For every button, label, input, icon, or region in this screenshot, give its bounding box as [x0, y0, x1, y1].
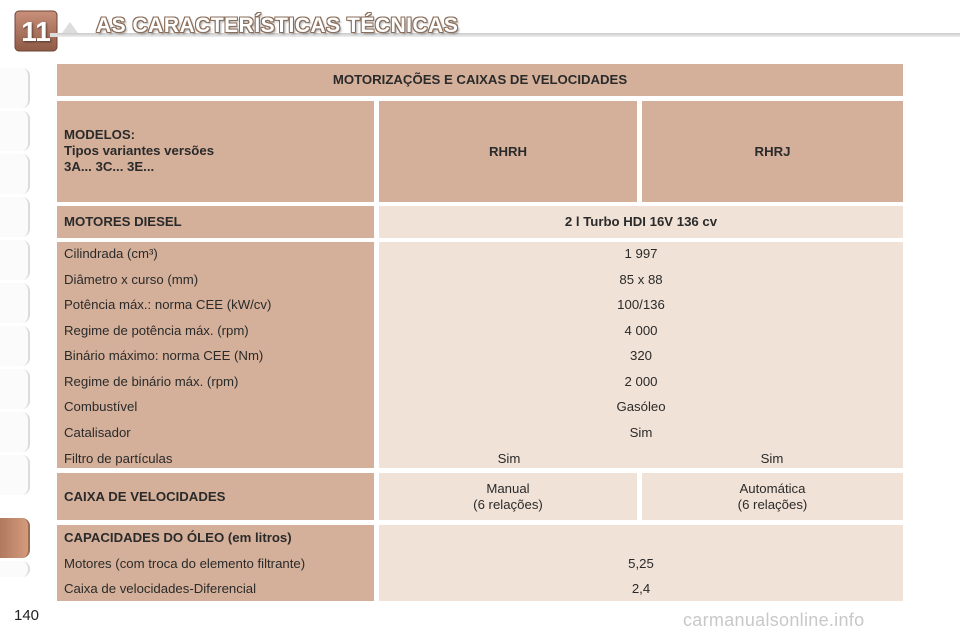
oil-row-value: 5,25 [628, 556, 654, 571]
spec-label: Diâmetro x curso (mm) [64, 272, 199, 287]
models-label: MODELOS: [64, 127, 136, 142]
particle-filter-label: Filtro de partículas [64, 451, 173, 466]
spec-value: 85 x 88 [619, 272, 663, 287]
gearbox-rhrh-type: Manual [486, 480, 530, 496]
spec-label: Binário máximo: norma CEE (Nm) [64, 348, 264, 363]
chapter-tab[interactable] [0, 197, 30, 237]
diesel-engines-label: MOTORES DIESEL [57, 206, 374, 238]
chapter-tab[interactable] [0, 111, 30, 151]
spec-label: Regime de potência máx. (rpm) [64, 323, 249, 338]
spec-label: Combustível [64, 399, 138, 414]
table-heading: MOTORIZAÇÕES E CAIXAS DE VELOCIDADES [57, 64, 903, 96]
chapter-tab[interactable] [0, 412, 30, 452]
chapter-tab[interactable] [0, 240, 30, 280]
chapter-tab[interactable] [0, 561, 30, 577]
chapter-tab[interactable] [0, 283, 30, 323]
spec-value: Gasóleo [616, 399, 666, 414]
oil-row-value: 2,4 [631, 581, 651, 596]
gearbox-rhrh-cell [379, 473, 637, 520]
spec-value: 100/136 [617, 297, 665, 312]
spec-value: 4 000 [624, 323, 658, 338]
spec-value: 320 [629, 348, 653, 363]
chapter-tab-strip [0, 60, 34, 580]
gearbox-rhrj-type: Automática [739, 480, 806, 496]
page-number: 140 [14, 607, 40, 624]
chapter-tab[interactable] [0, 369, 30, 409]
gearbox-rhrh-ratios: (6 relações) [473, 496, 543, 512]
oil-row-label: Motores (com troca do elemento filtrante) [64, 556, 306, 571]
page-title: AS CARACTERÍSTICAS TÉCNICAS [96, 14, 459, 37]
model-rhrj: RHRJ [642, 101, 903, 202]
oil-row-label: Caixa de velocidades-Diferencial [64, 581, 257, 596]
gearbox-label: CAIXA DE VELOCIDADES [57, 473, 374, 520]
chapter-tab[interactable] [0, 68, 30, 108]
particle-filter-rhrj: Sim [760, 451, 784, 466]
diesel-engine-value: 2 l Turbo HDI 16V 136 cv [379, 206, 903, 238]
chapter-tab[interactable] [0, 326, 30, 366]
model-rhrh: RHRH [379, 101, 637, 202]
models-label-cell [57, 101, 374, 202]
watermark: carmanualsonline.info [683, 610, 865, 630]
models-variants-label: Tipos variantes versões [64, 142, 215, 158]
chapter-tab[interactable] [0, 154, 30, 194]
spec-label: Potência máx.: norma CEE (kW/cv) [64, 297, 272, 312]
spec-label: Cilindrada (cm³) [64, 246, 158, 261]
spec-label: Regime de binário máx. (rpm) [64, 374, 239, 389]
spec-value: 1 997 [624, 246, 658, 261]
models-versions-label: 3A... 3C... 3E... [64, 158, 155, 174]
chapter-tab[interactable] [0, 455, 30, 495]
gearbox-rhrj-ratios: (6 relações) [737, 496, 808, 512]
oil-capacities-label: CAPACIDADES DO ÓLEO (em litros) [64, 530, 292, 545]
spec-value: 2 000 [624, 374, 658, 389]
spec-value: Sim [629, 425, 653, 440]
particle-filter-rhrh: Sim [497, 451, 521, 466]
gearbox-rhrj-cell [642, 473, 903, 520]
chapter-tab-active[interactable] [0, 518, 30, 558]
spec-label: Catalisador [64, 425, 131, 440]
chapter-number: 11 [21, 16, 51, 47]
